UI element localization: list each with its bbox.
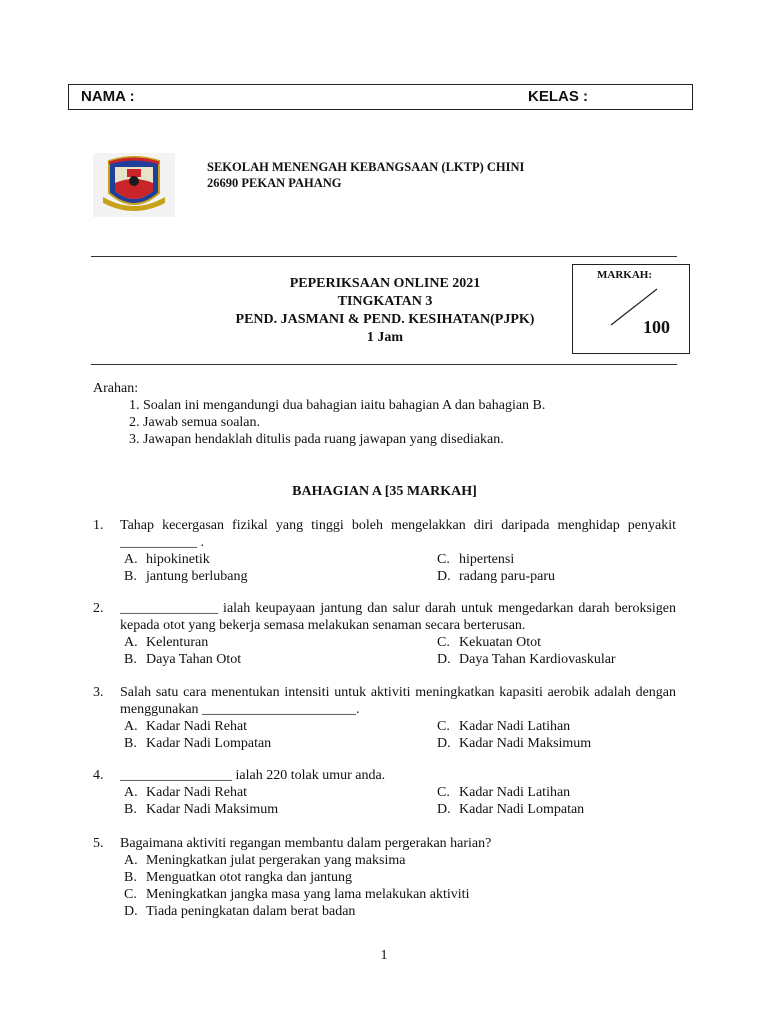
- divider-bottom: [91, 364, 677, 365]
- option-d: D. Kadar Nadi Lompatan: [437, 802, 585, 817]
- school-address: 26690 PEKAN PAHANG: [207, 175, 342, 190]
- question-1: [93, 517, 676, 585]
- question-number: 4.: [93, 768, 104, 783]
- option-d: D. radang paru-paru: [437, 569, 556, 584]
- page-number: 1: [380, 948, 388, 963]
- instruction-item: 3. Jawapan hendaklah ditulis pada ruang jawapan yang disediakan.: [143, 431, 545, 448]
- option-b: B. Menguatkan otot rangka dan jantung: [124, 870, 353, 885]
- option-a: A. Kadar Nadi Rehat: [124, 785, 248, 800]
- question-number: 1.: [93, 518, 104, 533]
- question-stem: ______________ ialah keupayaan jantung dan salur darah untuk mengedarkan darah beroksigen kepada otot yang bekerja semasa melakukan senaman secara berterusan.: [120, 601, 676, 633]
- question-stem: Tahap kecergasan fizikal yang tinggi boleh mengelakkan diri daripada menghidap penyakit ___________ .: [120, 518, 676, 550]
- option-a: A. Meningkatkan julat pergerakan yang maksima: [124, 853, 406, 868]
- school-header: [207, 160, 524, 191]
- question-number: 5.: [93, 836, 104, 851]
- exam-title-block: [200, 275, 570, 347]
- exam-subject: PEND. JASMANI & PEND. KESIHATAN(PJPK): [235, 312, 535, 327]
- question-stem: ________________ ialah 220 tolak umur anda.: [120, 768, 386, 783]
- instruction-item: 2. Jawab semua soalan.: [143, 414, 545, 431]
- option-c: C. Kadar Nadi Latihan: [437, 719, 571, 734]
- option-b: B. Daya Tahan Otot: [124, 652, 242, 667]
- section-title: BAHAGIAN A [35 MARKAH]: [292, 484, 477, 499]
- option-a: A. Kadar Nadi Rehat: [124, 719, 248, 734]
- question-number: 2.: [93, 601, 104, 616]
- option-d: D. Tiada peningkatan dalam berat badan: [124, 904, 356, 919]
- question-2: [93, 600, 676, 668]
- marks-label: MARKAH:: [597, 269, 652, 281]
- option-b: B. Kadar Nadi Lompatan: [124, 736, 272, 751]
- instructions: [93, 380, 545, 448]
- option-c: C. Kadar Nadi Latihan: [437, 785, 571, 800]
- exam-duration: 1 Jam: [366, 330, 404, 345]
- question-stem: Bagaimana aktiviti regangan membantu dalam pergerakan harian?: [120, 836, 492, 851]
- marks-total: 100: [643, 317, 670, 337]
- marks-box: [572, 264, 690, 354]
- option-b: B. jantung berlubang: [124, 569, 248, 584]
- school-name: SEKOLAH MENENGAH KEBANGSAAN (LKTP) CHINI: [207, 160, 525, 174]
- instructions-title: Arahan:: [93, 381, 139, 396]
- question-3: [93, 684, 676, 752]
- option-c: C. Meningkatkan jangka masa yang lama melakukan aktiviti: [124, 887, 470, 902]
- divider-top: [91, 256, 677, 257]
- question-stem: Salah satu cara menentukan intensiti untuk aktiviti meningkatkan kapasiti aerobik adalah dengan menggunakan ______________________.: [120, 685, 676, 717]
- question-4: [93, 767, 676, 818]
- school-crest-icon: [93, 153, 175, 217]
- option-a: A. hipokinetik: [124, 552, 210, 567]
- instruction-item: 1. Soalan ini mengandungi dua bahagian iaitu bahagian A dan bahagian B.: [143, 397, 545, 414]
- option-d: D. Daya Tahan Kardiovaskular: [437, 652, 616, 667]
- option-c: C. hipertensi: [437, 552, 515, 567]
- nama-label: NAMA :: [81, 88, 135, 105]
- option-c: C. Kekuatan Otot: [437, 635, 542, 650]
- exam-title: PEPERIKSAAN ONLINE 2021: [289, 276, 481, 291]
- exam-form: TINGKATAN 3: [337, 294, 433, 309]
- kelas-label: KELAS :: [528, 88, 588, 105]
- student-info-box: [68, 84, 693, 110]
- question-5: [93, 835, 676, 920]
- question-number: 3.: [93, 685, 104, 700]
- option-b: B. Kadar Nadi Maksimum: [124, 802, 279, 817]
- option-a: A. Kelenturan: [124, 635, 209, 650]
- option-d: D. Kadar Nadi Maksimum: [437, 736, 592, 751]
